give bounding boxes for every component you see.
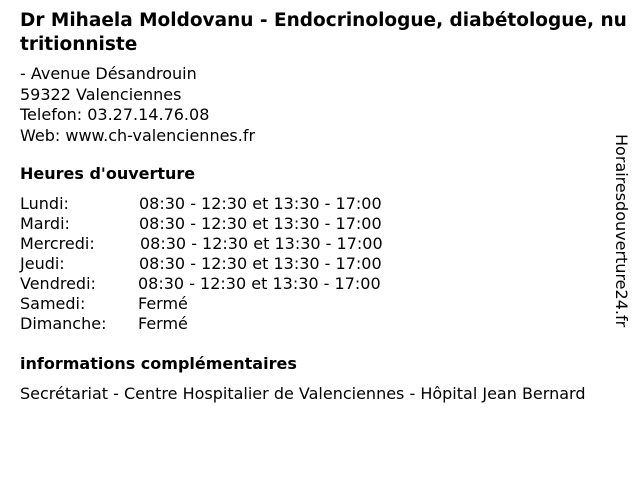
day-label: Dimanche:: [20, 314, 107, 333]
info-text: Secrétariat - Centre Hospitalier de Valenciennes - Hôpital Jean Bernard: [20, 384, 586, 403]
day-label: Jeudi:: [20, 254, 65, 273]
watermark-text: Horairesdouverture24.fr: [612, 134, 631, 328]
hours-value: 08:30 - 12:30 et 13:30 - 17:00: [138, 274, 381, 293]
day-label: Samedi:: [20, 294, 86, 313]
address-web: Web: www.ch-valenciennes.fr: [20, 125, 256, 145]
info-heading: informations complémentaires: [20, 354, 297, 373]
hours-value: 08:30 - 12:30 et 13:30 - 17:00: [139, 194, 382, 213]
address-phone: Telefon: 03.27.14.76.08: [20, 105, 210, 124]
hours-value: Fermé: [138, 294, 188, 313]
address-street: - Avenue Désandrouin: [20, 64, 197, 83]
day-label: Lundi:: [20, 194, 69, 213]
hours-heading: Heures d'ouverture: [20, 164, 196, 183]
day-label: Mardi:: [20, 214, 70, 233]
hours-value: Fermé: [138, 314, 188, 333]
address-block: [20, 64, 255, 146]
hours-value: 08:30 - 12:30 et 13:30 - 17:00: [140, 234, 383, 253]
hours-value: 08:30 - 12:30 et 13:30 - 17:00: [139, 254, 382, 273]
watermark: [611, 134, 631, 344]
hours-value: 08:30 - 12:30 et 13:30 - 17:00: [139, 214, 382, 233]
page-title: Dr Mihaela Moldovanu - Endocrinologue, diabétologue, nutritionniste: [20, 10, 627, 55]
address-city: 59322 Valenciennes: [20, 84, 182, 104]
day-label: Mercredi:: [20, 234, 95, 253]
day-label: Vendredi:: [20, 274, 96, 293]
